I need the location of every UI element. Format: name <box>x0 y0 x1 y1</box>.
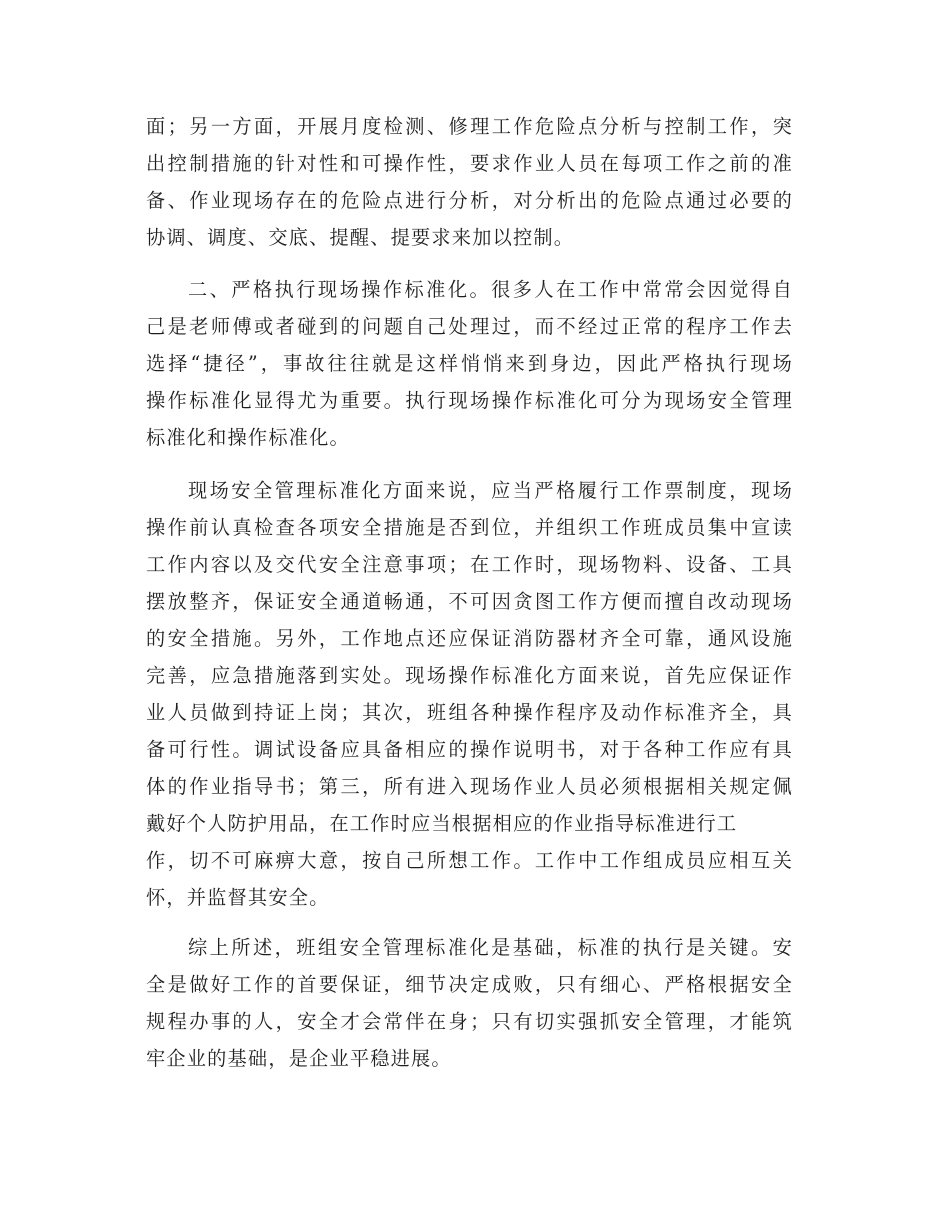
text-line: 戴好个人防护用品，在工作时应当根据相应的作业指导标准进行工 <box>146 812 738 835</box>
text-line: 牢企业的基础，是企业平稳进展。 <box>146 1047 452 1070</box>
paragraph-1 <box>146 108 793 256</box>
text-line: 的安全措施。另外，工作地点还应保证消防器材齐全可靠，通风设施 <box>146 627 793 650</box>
text-line: 标准化和操作标准化。 <box>146 426 350 449</box>
text-line: 选择“捷径”，事故往往就是这样悄悄来到身边，因此严格执行现场 <box>146 352 793 375</box>
text-line: 完善，应急措施落到实处。现场操作标准化方面来说，首先应保证作 <box>146 664 793 687</box>
text-line: 怀，并监督其安全。 <box>146 886 330 909</box>
text-line: 全是做好工作的首要保证，细节决定成败，只有细心、严格根据安全 <box>146 973 793 996</box>
paragraph-2 <box>146 271 793 456</box>
text-line: 己是老师傅或者碰到的问题自己处理过，而不经过正常的程序工作去 <box>146 315 793 338</box>
text-line: 现场安全管理标准化方面来说，应当严格履行工作票制度，现场 <box>188 479 793 502</box>
text-line: 摆放整齐，保证安全通道畅通，不可因贪图工作方便而擅自改动现场 <box>146 590 793 613</box>
text-line: 协调、调度、交底、提醒、提要求来加以控制。 <box>146 226 575 249</box>
text-line: 备可行性。调试设备应具备相应的操作说明书，对于各种工作应有具 <box>146 738 793 761</box>
text-line: 综上所述，班组安全管理标准化是基础，标准的执行是关键。安 <box>188 936 793 959</box>
text-line: 工作内容以及交代安全注意事项；在工作时，现场物料、设备、工具 <box>146 553 793 576</box>
text-line: 出控制措施的针对性和可操作性，要求作业人员在每项工作之前的准 <box>146 152 793 175</box>
text-line: 操作前认真检查各项安全措施是否到位，并组织工作班成员集中宣读 <box>146 516 793 539</box>
text-line: 操作标准化显得尤为重要。执行现场操作标准化可分为现场安全管理 <box>146 389 793 412</box>
paragraph-4 <box>146 929 793 1077</box>
paragraph-3 <box>146 472 793 916</box>
text-line: 备、作业现场存在的危险点进行分析，对分析出的危险点通过必要的 <box>146 189 793 212</box>
text-line: 规程办事的人，安全才会常伴在身；只有切实强抓安全管理，才能筑 <box>146 1010 793 1033</box>
text-line: 作，切不可麻痹大意，按自己所想工作。工作中工作组成员应相互关 <box>146 849 793 872</box>
text-line: 二、严格执行现场操作标准化。很多人在工作中常常会因觉得自 <box>188 278 793 301</box>
text-line: 面；另一方面，开展月度检测、修理工作危险点分析与控制工作，突 <box>146 115 793 138</box>
text-line: 体的作业指导书；第三，所有进入现场作业人员必须根据相关规定佩 <box>146 775 793 798</box>
text-line: 业人员做到持证上岗；其次，班组各种操作程序及动作标准齐全，具 <box>146 701 793 724</box>
